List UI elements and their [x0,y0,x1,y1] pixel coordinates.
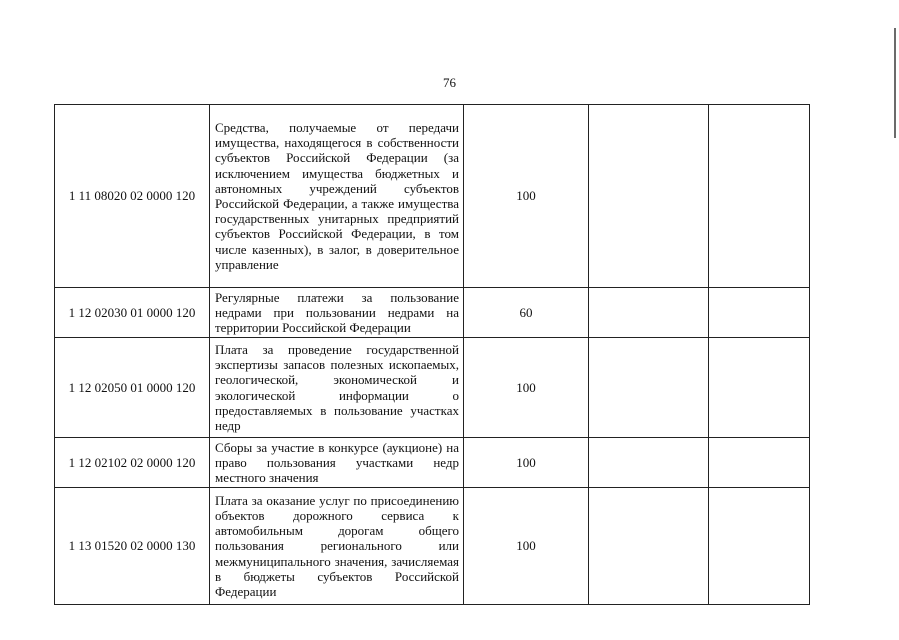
percentage-value: 100 [464,105,589,288]
empty-cell [709,338,810,438]
classification-code: 1 12 02030 01 0000 120 [55,288,210,338]
table-row [55,438,810,488]
percentage-value: 60 [464,288,589,338]
table-row [55,338,810,438]
revenue-description-text: Плата за оказание услуг по присоединению объектов дорожного сервиса к автомобильным дорогам общего пользования регионального или межмуниципального значения, зачисляемая в бюджеты субъектов Российской Федерации [215,492,459,599]
revenue-description [210,288,464,338]
classification-code: 1 12 02050 01 0000 120 [55,338,210,438]
empty-cell [589,338,709,438]
revenue-description [210,338,464,438]
revenue-description-text: Сборы за участие в конкурсе (аукционе) на право пользования участками недр местного значения [215,439,459,486]
revenue-description-text: Плата за проведение государственной экспертизы запасов полезных ископаемых, геологической, экономической и экологической информации о предоставляемых в пользование участках недр [215,341,459,433]
classification-code: 1 12 02102 02 0000 120 [55,438,210,488]
percentage-value: 100 [464,438,589,488]
empty-cell [709,105,810,288]
percentage-value: 100 [464,488,589,605]
table-row [55,488,810,605]
table-row [55,288,810,338]
revenue-description-text: Регулярные платежи за пользование недрами при пользовании недрами на территории Российской Федерации [215,289,459,336]
empty-cell [709,288,810,338]
empty-cell [709,488,810,605]
empty-cell [589,488,709,605]
empty-cell [589,438,709,488]
revenue-description [210,105,464,288]
percentage-value: 100 [464,338,589,438]
empty-cell [589,288,709,338]
budget-classification-table [54,104,810,605]
empty-cell [589,105,709,288]
page-number: 76 [443,75,456,90]
revenue-description [210,488,464,605]
classification-code: 1 11 08020 02 0000 120 [55,105,210,288]
revenue-description-text: Средства, получаемые от передачи имущества, находящегося в собственности субъектов Российской Федерации (за исключением имущества бюджетных и автономных учреждений субъектов Российской Федерации, а также имущества государственных унитарных предприятий субъектов Российской Федерации, в том числе казенных), в залог, в доверительное управление [215,119,459,272]
empty-cell [709,438,810,488]
table-row [55,105,810,288]
revenue-description [210,438,464,488]
classification-code: 1 13 01520 02 0000 130 [55,488,210,605]
